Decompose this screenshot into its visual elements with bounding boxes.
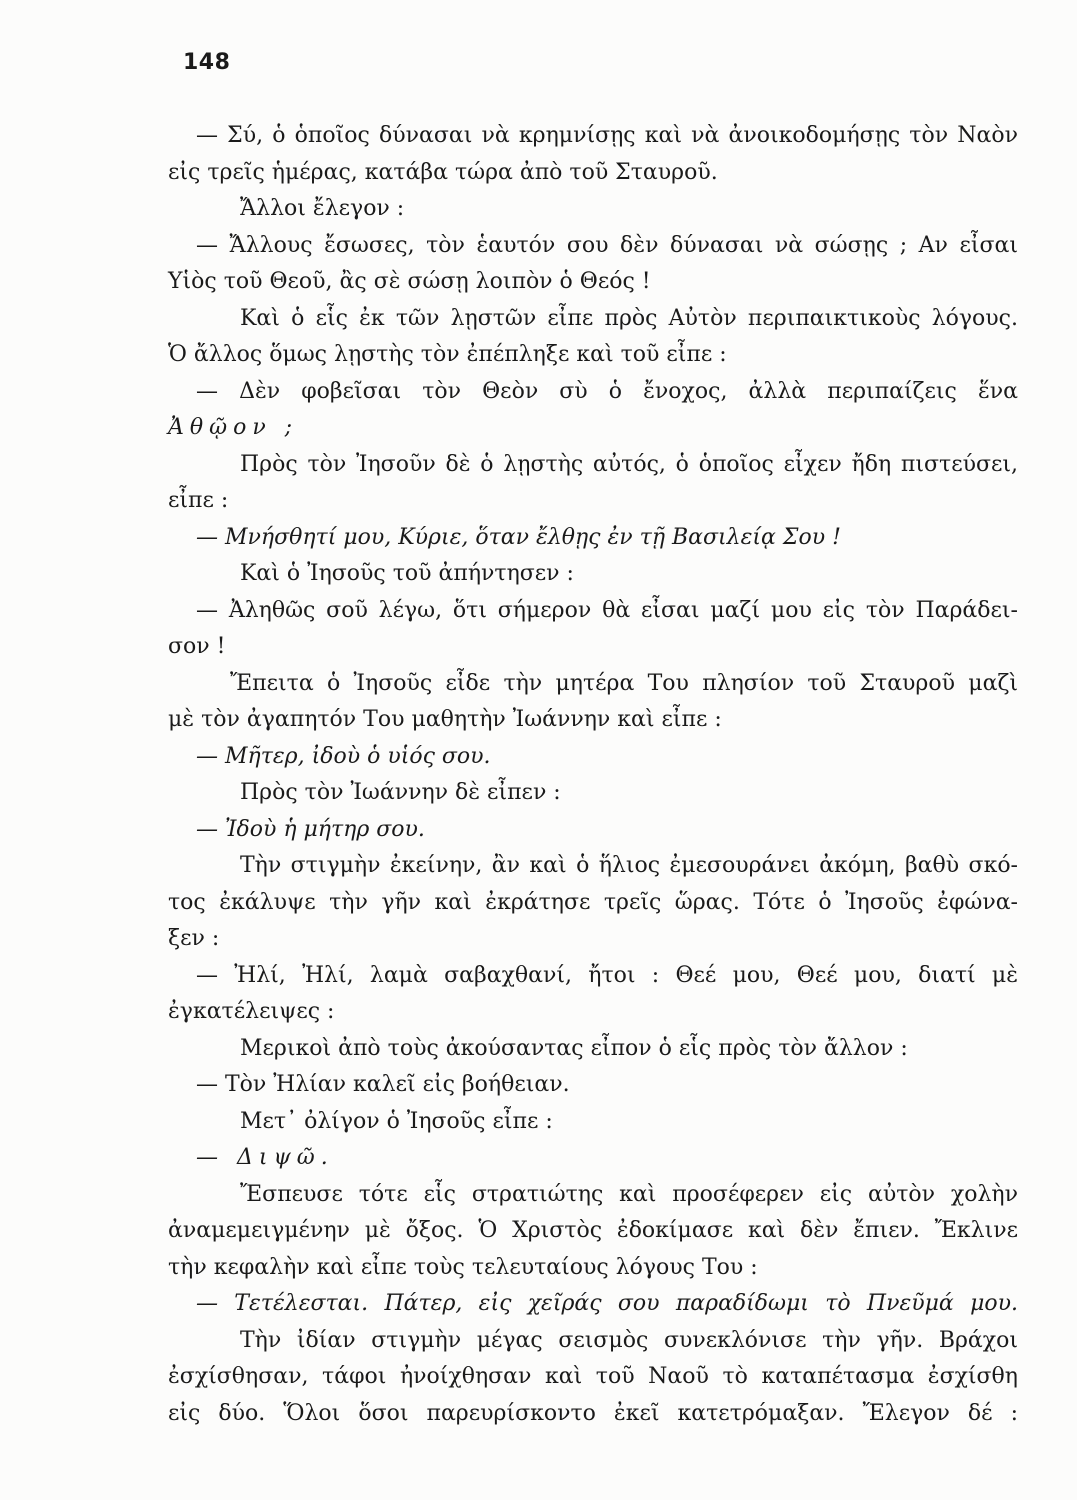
text-line: Ἀθῷον ; [168, 415, 299, 440]
text-line: μὲ τὸν ἀγαπητόν Του μαθητὴν Ἰωάννην καὶ εἶπε : [168, 707, 722, 732]
text-line: — Ἰδοὺ ἡ μήτηρ σου. [196, 816, 425, 842]
text-line: Τὴν στιγμὴν ἐκείνην, ἂν καὶ ὁ ἥλιος ἐμεσουράνει ἀκόμη, βαθὺ σκό- [240, 853, 1018, 878]
text-line: — Σύ, ὁ ὁποῖος δύνασαι νὰ κρημνίσῃς καὶ νὰ ἀνοικοδομήσῃς τὸν Ναὸν [196, 123, 1018, 148]
text-line: ἀναμεμειγμένην μὲ ὄξος. Ὁ Χριστὸς ἐδοκίμασε καὶ δὲν ἔπιεν. Ἔκλινε [168, 1218, 1018, 1243]
text-line: Υἱὸς τοῦ Θεοῦ, ἂς σὲ σώσῃ λοιπὸν ὁ Θεός ! [168, 269, 651, 294]
text-line: Καὶ ὁ εἷς ἐκ τῶν λῃστῶν εἶπε πρὸς Αὐτὸν περιπαικτικοὺς λόγους. [240, 305, 1018, 331]
text-line: εἰς τρεῖς ἡμέρας, κατάβα τώρα ἀπὸ τοῦ Σταυροῦ. [168, 159, 718, 185]
text-line: Ἔπειτα ὁ Ἰησοῦς εἶδε τὴν μητέρα Του πλησίον τοῦ Σταυροῦ μαζὶ [230, 670, 1018, 696]
page-number: 148 [183, 50, 231, 75]
text-line: — Διψῶ. [196, 1145, 334, 1170]
text-line: — Δὲν φοβεῖσαι τὸν Θεὸν σὺ ὁ ἔνοχος, ἀλλὰ περιπαίζεις ἕνα [196, 378, 1018, 404]
text-line: Μερικοὶ ἀπὸ τοὺς ἀκούσαντας εἶπον ὁ εἷς πρὸς τὸν ἄλλον : [240, 1035, 908, 1061]
text-line: Ἔσπευσε τότε εἷς στρατιώτης καὶ προσέφερεν εἰς αὐτὸν χολὴν [240, 1181, 1018, 1207]
text-line: — Ἄλλους ἔσωσες, τὸν ἑαυτόν σου δὲν δύνασαι νὰ σώσῃς ; Αν εἶσαι [196, 232, 1018, 258]
text-line: — Μνήσθητί μου, Κύριε, ὅταν ἔλθῃς ἐν τῇ Βασιλείᾳ Σου ! [196, 524, 841, 550]
text-line: — Τὸν Ἠλίαν καλεῖ εἰς βοήθειαν. [196, 1072, 570, 1097]
text-line: Ὁ ἄλλος ὅμως λῃστὴς τὸν ἐπέπληξε καὶ τοῦ εἶπε : [168, 342, 727, 367]
text-line: εἶπε : [168, 488, 229, 513]
text-line: σον ! [168, 634, 226, 659]
text-line: Τὴν ἰδίαν στιγμὴν μέγας σεισμὸς συνεκλόνισε τὴν γῆν. Βράχοι [240, 1327, 1018, 1353]
text-line: ἐσχίσθησαν, τάφοι ἠνοίχθησαν καὶ τοῦ Ναοῦ τὸ καταπέτασμα ἐσχίσθη [168, 1364, 1018, 1389]
text-line: Μετ᾿ ὀλίγον ὁ Ἰησοῦς εἶπε : [240, 1108, 553, 1134]
text-line: — Μῆτερ, ἰδοὺ ὁ υἱός σου. [196, 743, 491, 769]
text-line: ξεν : [168, 926, 220, 951]
text-line: Ἄλλοι ἔλεγον : [240, 196, 405, 221]
text-line: — Τετέλεσται. Πάτερ, εἰς χεῖράς σου παραδίδωμι τὸ Πνεῦμά μου. [196, 1291, 1018, 1316]
text-line: Πρὸς τὸν Ἰωάννην δὲ εἶπεν : [240, 780, 561, 805]
text-line: — Ἀληθῶς σοῦ λέγω, ὅτι σήμερον θὰ εἶσαι μαζί μου εἰς τὸν Παράδει- [196, 597, 1018, 623]
text-line: τος ἐκάλυψε τὴν γῆν καὶ ἐκράτησε τρεῖς ὥρας. Τότε ὁ Ἰησοῦς ἐφώνα- [168, 889, 1018, 915]
text-line: — Ἠλί, Ἠλί, λαμὰ σαβαχθανί, ἤτοι : Θεέ μου, Θεέ μου, διατί μὲ [196, 962, 1018, 988]
text-line: Καὶ ὁ Ἰησοῦς τοῦ ἀπήντησεν : [240, 561, 574, 586]
body-text [168, 118, 1018, 1432]
text-line: τὴν κεφαλὴν καὶ εἶπε τοὺς τελευταίους λόγους Του : [168, 1254, 758, 1280]
text-line: ἐγκατέλειψες : [168, 999, 335, 1024]
text-line: εἰς δύο. Ὅλοι ὅσοι παρευρίσκοντο ἐκεῖ κατετρόμαξαν. Ἔλεγον δέ : [168, 1400, 1018, 1426]
text-line: Πρὸς τὸν Ἰησοῦν δὲ ὁ λῃστὴς αὐτός, ὁ ὁποῖος εἶχεν ἤδη πιστεύσει, [240, 451, 1018, 477]
